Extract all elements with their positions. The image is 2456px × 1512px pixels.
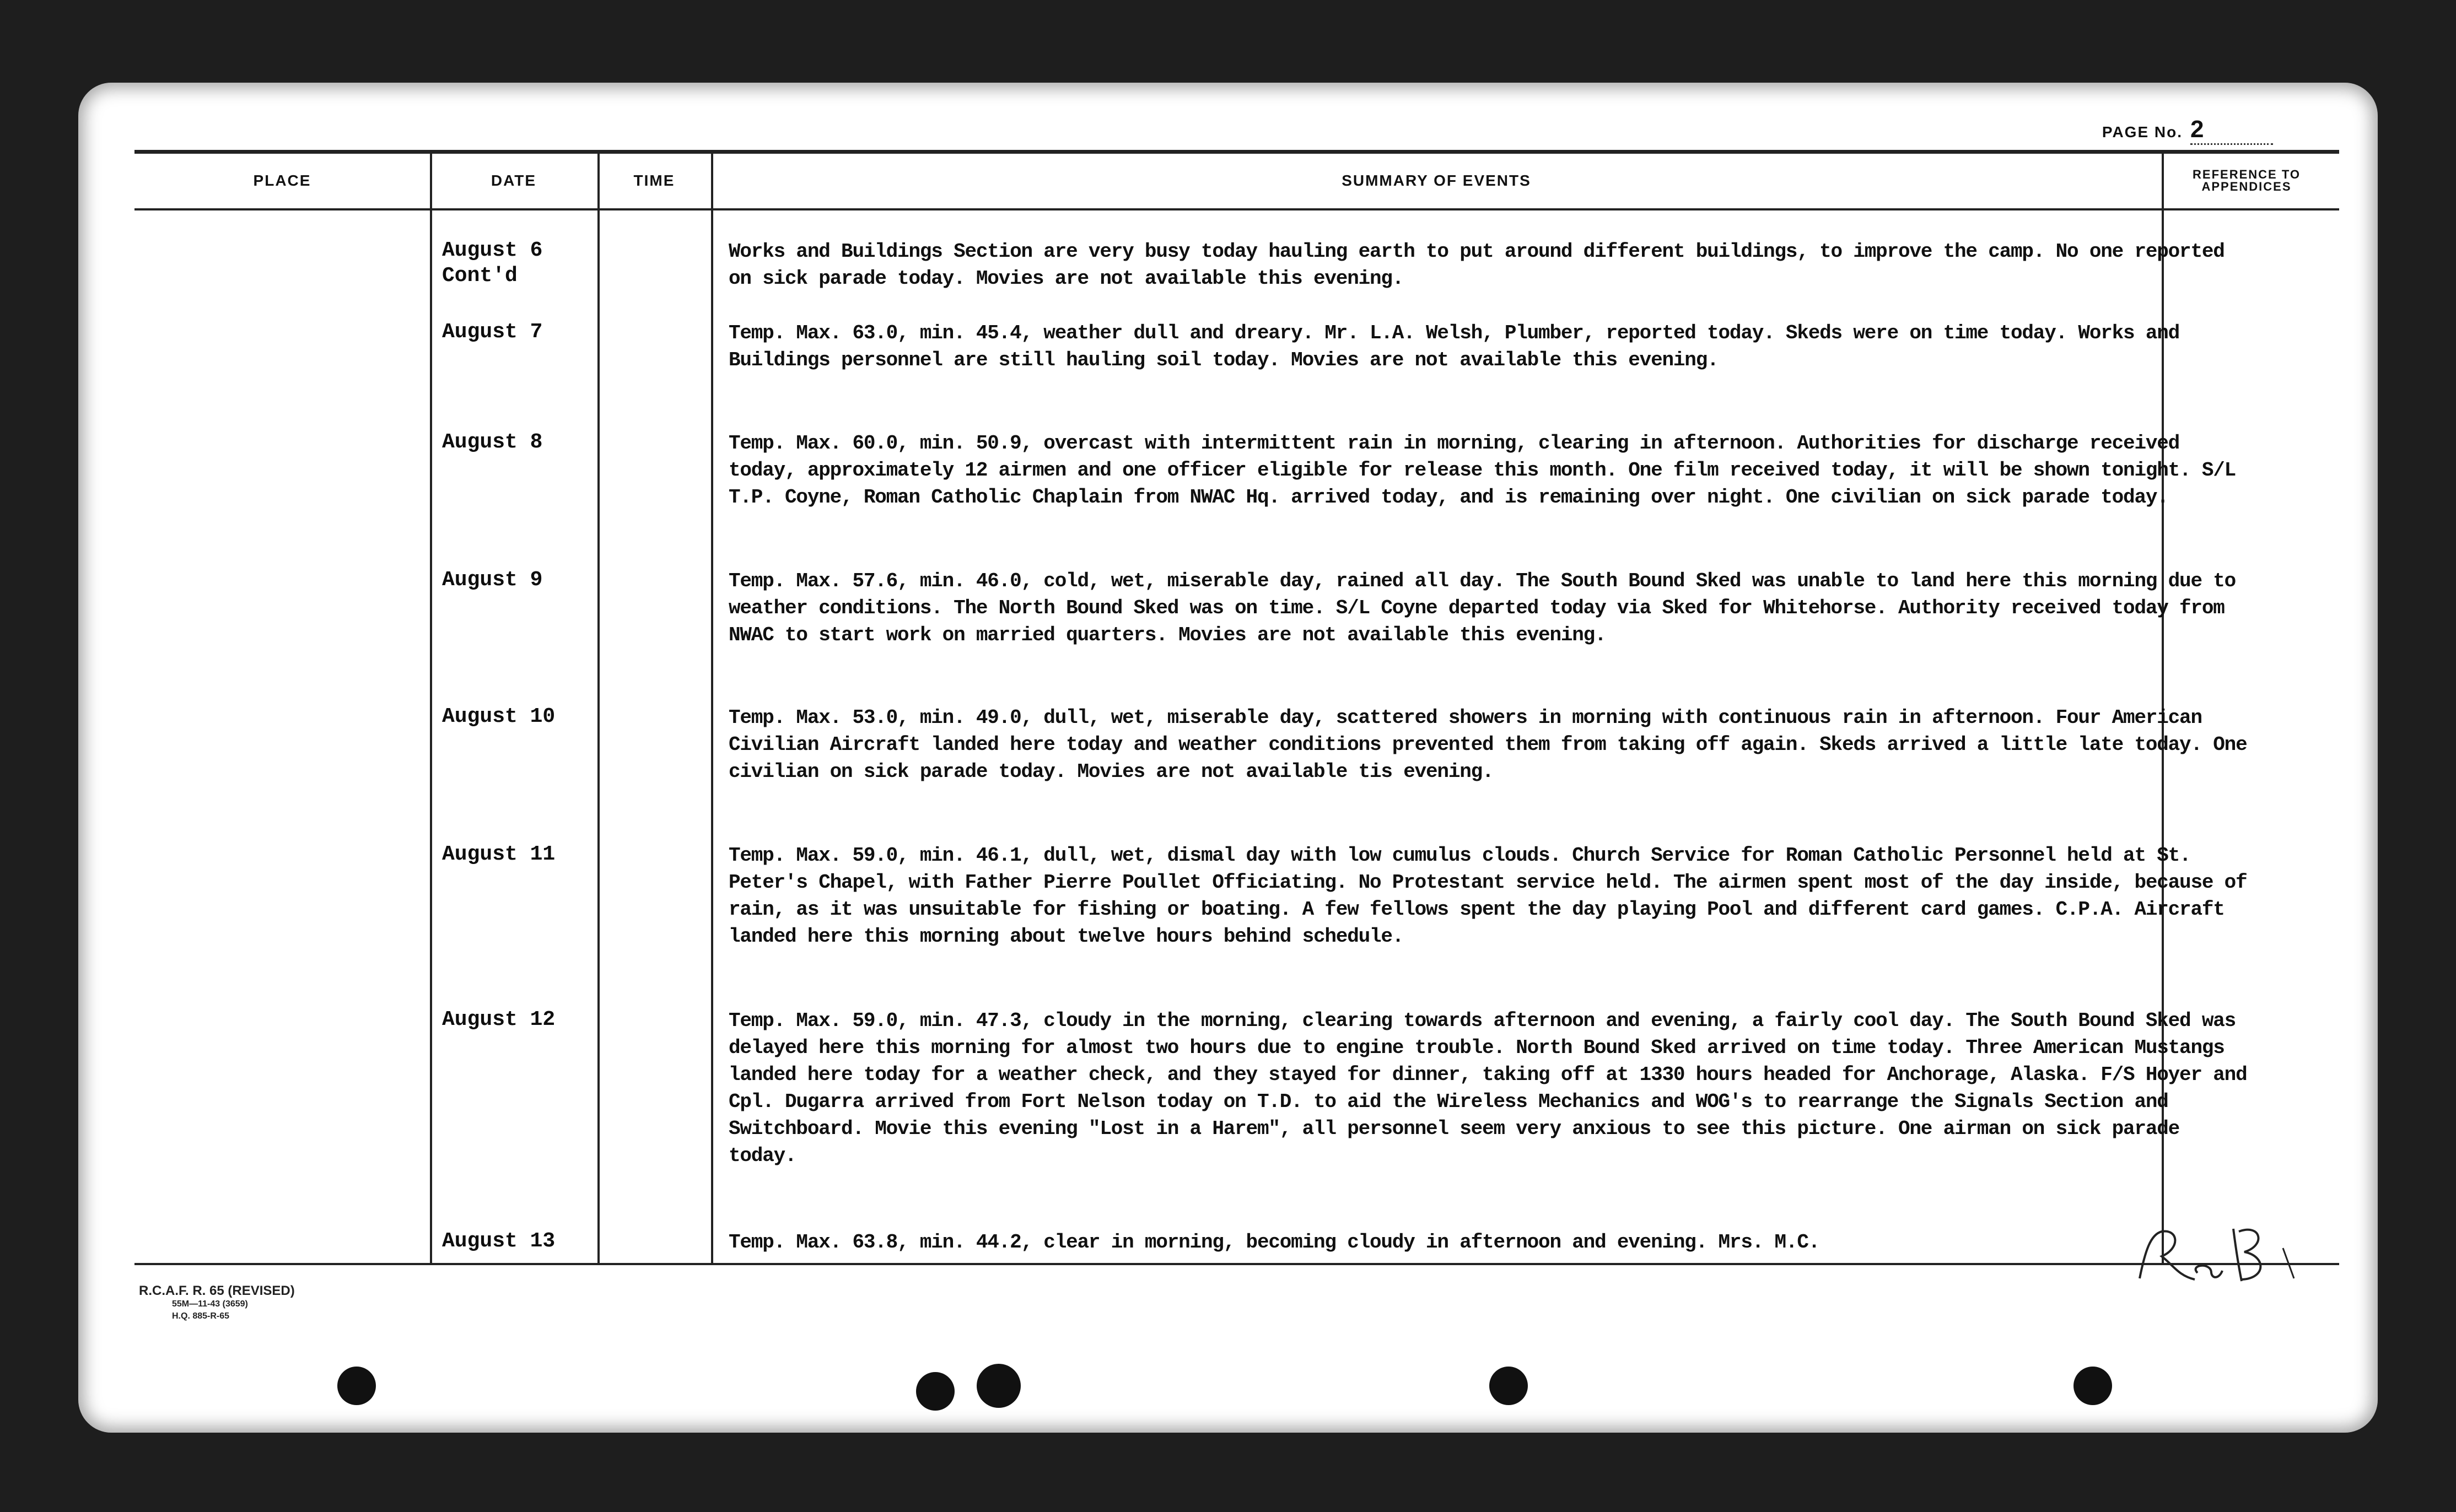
entry-summary: Temp. Max. 63.0, min. 45.4, weather dull and dreary. Mr. L.A. Welsh, Plumber, reported today. Skeds were on time today. Works and Buildings personnel are still hauling soil today. Movies are not available this evening. [729, 322, 2180, 371]
punch-hole [1489, 1367, 1528, 1405]
entry-date: August 8 [442, 430, 543, 454]
entry-date: August 10 [442, 705, 556, 728]
form-identifier [139, 1284, 295, 1322]
entry-summary: Temp. Max. 59.0, min. 46.1, dull, wet, dismal day with low cumulus clouds. Church Service for Roman Catholic Personnel held at St. Peter's Chapel, with Father Pierre Poullet Officiating. No Protestant service held. The airmen spent most of the day inside, because of rain, as it was unsuitable for fishing or boating. A few fellows spent the day playing Pool and different card games. C.P.A. Aircraft landed here this morning about twelve hours behind schedule. [729, 844, 2247, 948]
header-place: PLACE [253, 172, 311, 189]
header-reference: REFERENCE TO APPENDICES [2193, 168, 2301, 193]
entry-summary: Works and Buildings Section are very busy today hauling earth to put around different buildings, to improve the camp. No one reported on sick parade today. Movies are not available this evening. [729, 240, 2225, 290]
entry-summary: Temp. Max. 63.8, min. 44.2, clear in morning, becoming cloudy in afternoon and evening. Mrs. M.C. [729, 1231, 1820, 1254]
entry-date: August 11 [442, 843, 556, 866]
form-hq-code: H.Q. 885-R-65 [172, 1311, 230, 1321]
punch-hole [2073, 1367, 2112, 1405]
entry-date: August 7 [442, 320, 543, 344]
entry-date: August 12 [442, 1008, 556, 1032]
diary-form-card [78, 83, 2378, 1433]
entries-list [78, 83, 2378, 1433]
punch-hole [977, 1364, 1021, 1408]
punch-hole [916, 1372, 955, 1411]
entry-date: August 13 [442, 1229, 556, 1253]
entry-summary: Temp. Max. 53.0, min. 49.0, dull, wet, miserable day, scattered showers in morning with continuous rain in afternoon. Four American Civilian Aircraft landed here today and weather conditions prevented them from taking off again. Skeds arrived a little late today. One civilian on sick parade today. Movies are not available tis evening. [729, 706, 2247, 783]
header-summary: SUMMARY OF EVENTS [1342, 172, 1531, 189]
entry-summary: Temp. Max. 59.0, min. 47.3, cloudy in the morning, clearing towards afternoon and evening, a fairly cool day. The South Bound Sked was delayed here this morning for almost two hours due to engine trouble. North Bound Sked arrived on time today. Three American Mustangs landed here today for a weather check, and they stayed for dinner, taking off at 1330 hours headed for Anchorage, Alaska. F/S Hoyer and Cpl. Dugarra arrived from Fort Nelson today on T.D. to aid the Wireless Mechanics and WOG's to rearrange the Signals Section and Switchboard. Movie this evening "Lost in a Harem", all personnel seem very anxious to see this picture. One airman on sick parade today. [729, 1009, 2247, 1167]
form-print-code: 55M—11-43 (3659) [172, 1299, 248, 1309]
entry-date: August 6 Cont'd [442, 239, 543, 288]
header-time: TIME [633, 172, 675, 189]
header-date: DATE [491, 172, 537, 189]
handwritten-initials [2129, 1218, 2305, 1295]
page-label: PAGE No. [2102, 123, 2183, 141]
entry-summary: Temp. Max. 57.6, min. 46.0, cold, wet, miserable day, rained all day. The South Bound Sked was unable to land here this morning due to weather conditions. The North Bound Sked was on time. S/L Coyne departed today via Sked for Whitehorse. Authority received today from NWAC to start work on married quarters. Movies are not available this evening. [729, 570, 2236, 646]
entry-date: August 9 [442, 568, 543, 592]
page-number: 2 [2190, 116, 2273, 145]
punch-hole [337, 1367, 376, 1405]
entry-summary: Temp. Max. 60.0, min. 50.9, overcast with intermittent rain in morning, clearing in afternoon. Authorities for discharge received today, approximately 12 airmen and one officer eligible for release this month. One film received today, it will be shown tonight. S/L T.P. Coyne, Roman Catholic Chaplain from NWAC Hq. arrived today, and is remaining over night. One civilian on sick parade today. [729, 432, 2236, 509]
form-number: R.C.A.F. R. 65 (REVISED) [139, 1283, 295, 1298]
